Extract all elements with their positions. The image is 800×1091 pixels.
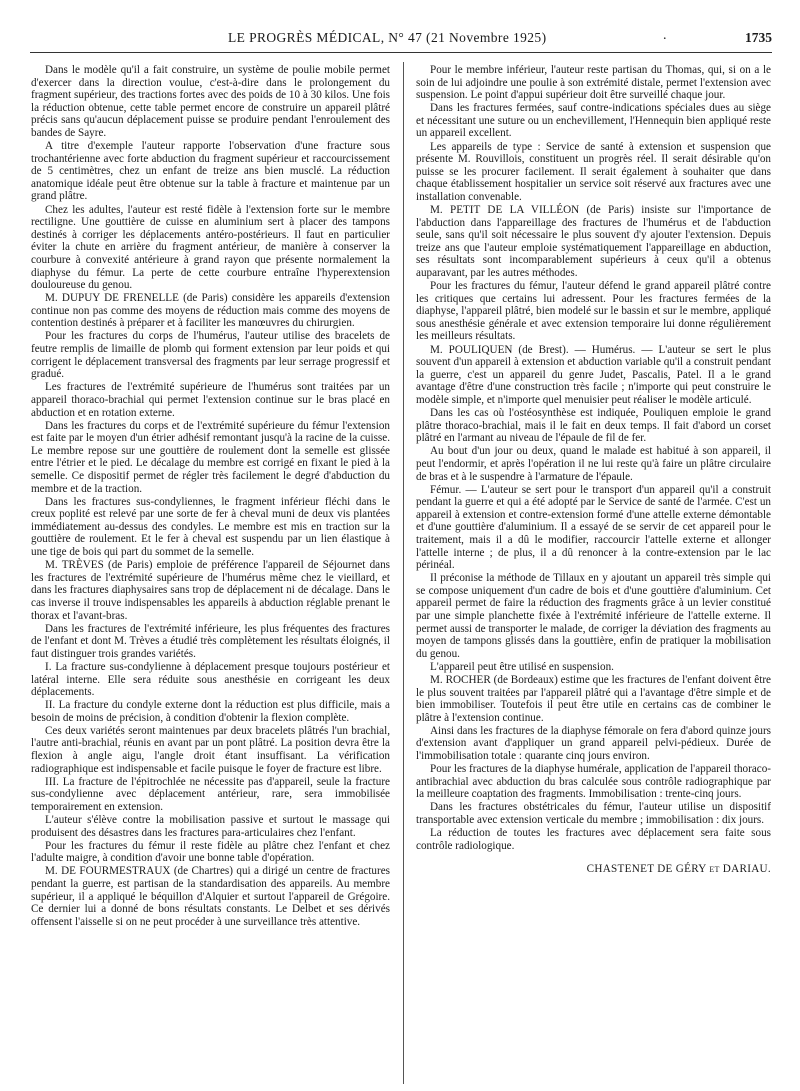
paragraph: Les fractures de l'extrémité supérieure de l'humérus sont traitées par un appareil thoraco-brachial qui permet l'extension continue sur le bras placé en abduction et en rotation externe. (31, 381, 390, 419)
paragraph: Dans les cas où l'ostéosynthèse est indiquée, Pouliquen emploie le grand plâtre thoraco-brachial, mais il le fait en deux temps. Il fait d'abord un corset plâtré en l'armant au niveau de l'épaule de fil de fer. (416, 407, 771, 445)
paragraph: L'appareil peut être utilisé en suspension. (430, 660, 614, 673)
page-header (30, 22, 772, 52)
paragraph: Pour le membre inférieur, l'auteur reste partisan du Thomas, qui, si on a le soin de lui adjoindre une poulie à son extrémité distale, permet l'extension avec suspension. Le point d'appui supérieur doit être surveillé chaque jour. (416, 64, 771, 102)
paragraph: L'auteur s'élève contre la mobilisation passive et surtout le massage qui produisent des désastres dans les fractures para-articulaires chez l'enfant. (31, 814, 390, 839)
paragraph: Dans les fractures du corps et de l'extrémité supérieure du fémur l'extension est faite par le moyen d'un étrier adhésif remontant jusqu'à la racine de la cuisse. Le membre repose sur une gouttière de roulement dont la semelle est glissée entre l'étrier et le pied. Le décalage du membre est corrigé en fixant le pied à la semelle. Ce dispositif permet de régler très facilement le degré d'abduction du membre et de la traction. (31, 419, 390, 495)
paragraph: Au bout d'un jour ou deux, quand le malade est habitué à son appareil, il peut l'endormir, et après l'opération il ne lui reste qu'à faire un plâtre circulaire de bras et à le suspendre à l'armature de l'épaule. (416, 445, 771, 483)
paragraph: A titre d'exemple l'auteur rapporte l'observation d'une fracture sous trochantérienne avec forte abduction du fragment supérieur et raccourcissement de 5 centimètres, chez un enfant de treize ans bien musclé. La réduction anatomique idéale peut être obtenue sur la table à fracture et maintenue par un grand plâtre. (31, 140, 390, 203)
paragraph: Dans les fractures obstétricales du fémur, l'auteur utilise un dispositif transportable avec extension verticale du membre ; immobilisation : dix jours. (416, 801, 771, 827)
paragraph: III. La fracture de l'épitrochlée ne nécessite pas d'appareil, seule la fracture sus-condylienne avec déplacement antérieur, rare, sera immobilisée temporairement en extension. (31, 775, 390, 813)
paragraph: Pour les fractures du fémur il reste fidèle au plâtre chez l'enfant et chez l'adulte maigre, à condition d'avoir une bonne table d'opération. (31, 839, 390, 865)
paragraph: Dans les fractures de l'extrémité inférieure, les plus fréquentes des fractures de l'enfant et dont M. Trèves a étudié très complètement les résultats éloignés, il faut distinguer trois grandes variétés. (31, 622, 390, 660)
header-dot: . (663, 28, 667, 43)
paragraph: M. PETIT DE LA VILLÉON (de Paris) insiste sur l'importance de l'abduction dans l'appareillage des fractures de l'humérus et de l'abduction seule, sans qu'il soit nécessaire le plus souvent d'y ajouter l'extension. Depuis treize ans que l'auteur emploie systématiquement l'appareillage en abduction, ses résultats sont incomparablement supérieurs à ceux qu'il a obtenus auparavant, par les autres méthodes. (416, 204, 771, 279)
header-rule (30, 52, 772, 53)
paragraph: Dans les fractures sus-condyliennes, le fragment inférieur fléchi dans le creux poplité est relevé par une sorte de fer à cheval muni de deux vis plantées immédiatement au-dessus des condyles. Le membre est mis en traction sur la gouttière de roulement. Et le fer à cheval est suspendu par un lien élastique à une tige de bois qui part du sommet de la semelle. (31, 495, 390, 559)
paragraph: Fémur. — L'auteur se sert pour le transport d'un appareil qu'il a construit pendant la guerre et qui a été adopté par le Service de santé de l'armée. C'est un appareil à extension et contre-extension formé d'une attelle externe démontable et d'une gouttière d'aluminium. Il a essayé de se servir de cet appareil pour le traitement, mais il a dû le modifier, raccourcir l'attelle externe et allonger l'attelle interne ; de plus, il a dû renoncer à la contre-extension par le lac périnéal. (416, 483, 771, 572)
author-signature: CHASTENET DE GÉRY et DARIAU. (586, 863, 771, 876)
right-column (416, 64, 771, 1084)
paragraph: Ces deux variétés seront maintenues par deux bracelets plâtrés l'un brachial, l'autre anti-brachial, réunis en avant par un pont plâtré. La position devra être la flexion à angle aigu, l'angle droit étant insuffisant. La vérification radiographique est indispensable et facile puisque le foyer de fracture est libre. (31, 724, 390, 775)
paragraph: II. La fracture du condyle externe dont la réduction est plus difficile, mais a besoin de moins de précision, à condition d'obtenir la flexion complète. (31, 699, 390, 724)
paragraph: M. DUPUY DE FRENELLE (de Paris) considère les appareils d'extension continue non pas comme des moyens de réduction mais comme des moyens de contention destinés à préparer et à faciliter les manœuvres du chirurgien. (31, 292, 390, 330)
paragraph: La réduction de toutes les fractures avec déplacement sera faite sous contrôle radiologique. (416, 827, 771, 852)
paragraph: M. POULIQUEN (de Brest). — Humérus. — L'auteur se sert le plus souvent d'un appareil à extension et abduction variable qu'il a construit pendant la guerre, c'est un appareil du genre Judet, Pascalis, Patel. Il a le grand avantage d'être d'une construction très facile ; n'importe qui peut construire le modèle simple, et n'importe quel menuisier peut réaliser le modèle articulé. (416, 343, 771, 406)
left-column (31, 64, 390, 1084)
paragraph: Chez les adultes, l'auteur est resté fidèle à l'extension forte sur le membre rectiligne. Une gouttière de cuisse en aluminium sert à placer des tampons destinés à corriger les déplacements antéro-postérieurs. Il faut en particulier éviter la chute en arrière du fragment antérieur, de manière à conserver la courbure à convexité antérieure à grand rayon que présente normalement la diaphyse du fémur. La perte de cette courbure entraîne l'hyperextension douloureuse du genou. (31, 203, 390, 292)
page-number: 1735 (745, 30, 772, 45)
paragraph: M. ROCHER (de Bordeaux) estime que les fractures de l'enfant doivent être le plus souvent traitées par l'appareil plâtré qui a l'avantage d'être simple et de bien immobiliser. Toutefois il peut être utile en certains cas de combiner le plâtre à l'extension continue. (416, 674, 771, 724)
paragraph: Pour les fractures du corps de l'humérus, l'auteur utilise des bracelets de feutre remplis de limaille de plomb qui forment extension par leur poids et qui corrigent le déplacement transversal des fragments par leur serrage progressif et gradué. (31, 330, 390, 381)
paragraph: Dans le modèle qu'il a fait construire, un système de poulie mobile permet d'exercer dans la direction voulue, c'est-à-dire dans le prolongement du fragment supérieur, des tractions fortes avec des poids de 10 à 30 kilos. Une fois la réduction obtenue, cette table permet encore de construire un appareil plâtré précis sans qu'aucun déplacement puisse se produire pendant l'enroulement des bandes de Sayre. (31, 64, 390, 139)
paragraph: M. DE FOURMESTRAUX (de Chartres) qui a dirigé un centre de fractures pendant la guerre, est partisan de la standardisation des appareils. Au membre supérieur, il a appliqué le béquillon d'Alquier et surtout l'appareil de Grégoire. Ce dernier lui a donné de bons résultats constants. Le Delbet et ses dérivés offensent l'aisselle si on ne peut procéder à une surveillance très attentive. (31, 865, 390, 928)
paragraph: Pour les fractures du fémur, l'auteur défend le grand appareil plâtré contre les critiques que certains lui adressent. Pour les fractures fermées de la diaphyse, l'appareil plâtré, bien modelé sur le bassin et sur le membre, appliqué sous anesthésie générale et avec extension temporaire lui donne régulièrement les meilleurs résultats. (416, 280, 771, 343)
paragraph: Les appareils de type : Service de santé à extension et suspension que présente M. Rouvillois, constituent un progrès réel. Il serait désirable qu'on puisse se les procurer facilement. Il serait également à souhaiter que dans chaque établissement hospitalier un service soit réservé aux fractures avec une installation convenable. (416, 140, 771, 203)
column-divider (403, 62, 404, 1084)
paragraph: Il préconise la méthode de Tillaux en y ajoutant un appareil très simple qui se compose uniquement d'un cadre de bois et d'une gouttière d'aluminium. Cet appareil permet de faire la réduction des fragments grâce à un levier constitué par une simple planchette fixée à l'extrémité inférieure de l'attelle externe. Il permet aussi de transporter le malade, de corriger la déviation des fragments au moyen de tampons glissés dans la gouttière, enfin de pratiquer la mobilisation du genou. (416, 572, 771, 660)
paragraph: Pour les fractures de la diaphyse humérale, application de l'appareil thoraco-antibrachial avec abduction du bras calculée sous contrôle radiographique par la meilleure coaptation des fragments. Immobilisation : trente-cinq jours. (416, 763, 771, 801)
paragraph: I. La fracture sus-condylienne à déplacement presque toujours postérieur et latéral interne. Elle sera réduite sous anesthésie en corrigeant les deux déplacements. (31, 660, 390, 699)
paragraph: Ainsi dans les fractures de la diaphyse fémorale on fera d'abord quinze jours d'extension avant d'appliquer un grand appareil pelvi-pédieux. Durée de l'immobilisation totale : quarante cinq jours environ. (416, 724, 771, 763)
paragraph: Dans les fractures fermées, sauf contre-indications spéciales dues au siège et nécessitant une suture ou un enchevillement, l'Hennequin bien appliqué reste un appareil excellent. (416, 102, 771, 140)
paragraph: M. TRÈVES (de Paris) emploie de préférence l'appareil de Séjournet dans les fractures de l'extrémité supérieure de l'humérus même chez le vieillard, et dans les fractures diaphysaires sans trop de déplacement ni de décalage. Dans le cas inverse il trouve indispensables les appareils à abduction réglable prenant le thorax et l'avant-bras. (31, 559, 390, 622)
running-title: LE PROGRÈS MÉDICAL, N° 47 (21 Novembre 1925) (228, 30, 547, 45)
